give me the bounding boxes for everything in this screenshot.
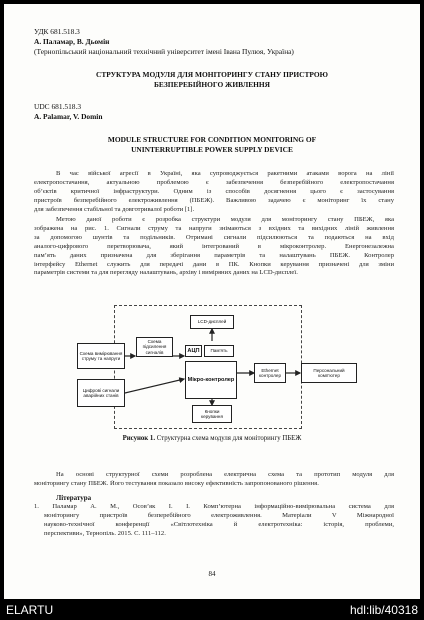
figure-caption [4, 434, 420, 443]
footer-repository-name: ELARTU [6, 603, 54, 617]
paragraph-line: моніторингу стану ПБЕЖ. Його тестування показало високу ефективність запропонованого рішення. [34, 479, 319, 487]
paragraph-line: параметрів системи та для перегляду налаштувань, архіву і виміряних даних на LCD-дисплеї. [34, 269, 298, 277]
reference-line: науково-технічної конференції «Світлотехніка й електротехніка: історія, проблеми, [44, 520, 394, 528]
paragraph-conclusion [34, 471, 394, 489]
paragraph-goal [34, 216, 394, 278]
references-heading: Література [56, 494, 92, 502]
title-en-line-2: UNINTERRUPTIBLE POWER SUPPLY DEVICE [131, 145, 293, 154]
paragraph-intro [34, 170, 394, 215]
footer-handle: hdl:lib/40318 [349, 603, 418, 617]
authors-en: A. Palamar, V. Domin [34, 112, 103, 121]
control-buttons-box: Кнопки керування [192, 405, 232, 423]
figure-caption-label: Рисунок 1. [122, 435, 156, 442]
reference-1 [34, 503, 394, 539]
page-number: 84 [208, 570, 216, 578]
structure-diagram [72, 301, 362, 431]
paragraph-line: зображена на рис. 1. Сигнали струму та напруги знімаються з вхідних та вихідних ліній живлення [34, 224, 394, 232]
paragraph-line: На основі структурної схеми розроблена електрична схема та прототип модуля для [56, 471, 394, 478]
digital-signals-box: Цифрові сигнали аварійних станів [77, 379, 125, 407]
udk-ua: УДК 681.518.3 [34, 27, 80, 36]
figure-caption-text: Структурна схема модуля для моніторингу ПБЕЖ [155, 435, 302, 442]
title-ua-line-1: СТРУКТУРА МОДУЛЯ ДЛЯ МОНІТОРИНГУ СТАНУ ПРИСТРОЮ [96, 70, 328, 79]
paragraph-line: за допомогою шунтів та подільників. Отримані сигнали підсилюються та подаються на вхід [34, 233, 394, 241]
personal-computer-box: Персональний комп’ютер [301, 363, 357, 383]
reference-line: 1. Паламар А. М., Осов’як І. І. Комп’ютерна інформаційно-вимірювальна система для [34, 503, 394, 510]
paragraph-line: для забезпечення стабільної та довготривалої роботи [1]. [34, 205, 195, 213]
title-en-line-1: MODULE STRUCTURE FOR CONDITION MONITORING OF [107, 135, 317, 144]
reference-line: перспективи», Тернопіль. 2015. С. 111–112. [44, 529, 166, 537]
adc-box: АЦП [185, 345, 202, 357]
title-ua-line-2: БЕЗПЕРЕБІЙНОГО ЖИВЛЕННЯ [153, 80, 271, 89]
paragraph-line: об’єктів критичної інфраструктури. Одним із способів досягнення цього є застосування [34, 187, 394, 195]
amplifier-box: Схема підсилення сигналів [136, 337, 173, 357]
paragraph-line: В час війської агресії в Україні, яка супроводжується ракетними атаками ворога на лінії [56, 170, 394, 177]
paragraph-line: електропостачання, актуальною проблемою є забезпечення безперебійного електропостачання [34, 178, 394, 186]
paper-page [4, 4, 420, 599]
paragraph-line: пам’ять даних призначена для зберігання параметрів та налаштувань ПБЕЖ. Контролер [34, 251, 394, 259]
paragraph-line: аналого-цифрового перетворювача, який інтегрований в мікроконтролер. Енергонезалежна [34, 242, 394, 250]
ethernet-controller-box: Ethernet контролер [254, 363, 286, 383]
microcontroller-box: Мікро-контролер [185, 361, 237, 399]
repository-footer [0, 599, 424, 620]
paragraph-line: пристроїв безперебійного електроживлення (ПБЕЖ). Важливою задачею є моніторинг їх стану [34, 196, 394, 204]
reference-line: моніторингу пристроїв безперебійного електроживлення. Матеріали V Міжнародної [44, 511, 394, 519]
udc-en: UDC 681.518.3 [34, 102, 82, 111]
authors-ua: А. Паламар, В. Дьомін [34, 37, 110, 46]
memory-box: Пам’ять [204, 345, 234, 357]
lcd-display-box: LCD-дисплей [190, 315, 234, 329]
paragraph-line: Метою даної роботи є розробка структури модуля для моніторингу стану ПБЕЖ, яка [56, 216, 394, 223]
affiliation-ua: (Тернопільський національний технічний університет імені Івана Пулюя, Україна) [34, 47, 294, 56]
measurement-circuit-box: Схема вимірювання струму та напруги [77, 343, 125, 369]
paragraph-line: інтерфейсу Ethernet служить для передачі дани в ПК. Кнопки керування призначені для зміни [34, 260, 394, 268]
